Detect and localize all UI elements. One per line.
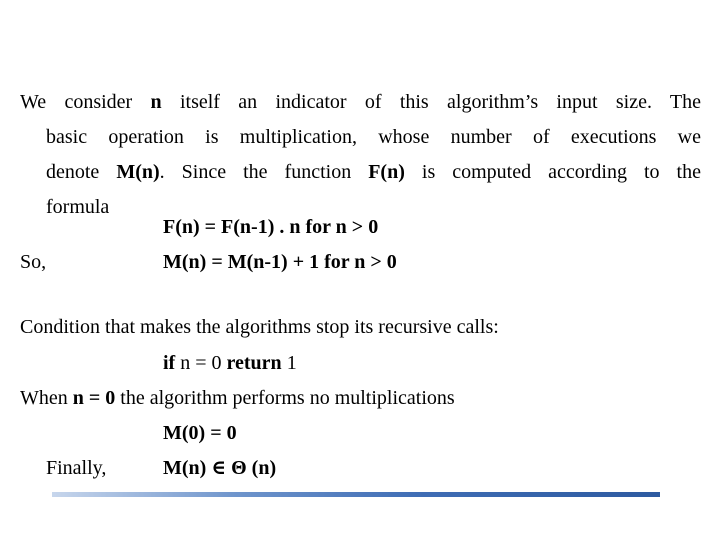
- paragraph-line-4: formula: [46, 196, 110, 218]
- so-label: So,: [20, 251, 47, 273]
- condition-n-zero: n = 0: [72, 387, 116, 409]
- text-segment: is computed according to the: [404, 161, 701, 183]
- paragraph-line-2: basic operation is multiplication, whose number of executions we: [46, 126, 701, 148]
- when-statement: [20, 386, 455, 411]
- result-formula: M(n) ∈ Θ (n): [163, 457, 277, 479]
- base-case-formula: M(0) = 0: [163, 422, 237, 444]
- condition-text: Condition that makes the algorithms stop its recursive calls:: [20, 316, 499, 338]
- divider-bar: [52, 492, 660, 497]
- finally-label: Finally,: [46, 457, 107, 479]
- keyword-if: if: [163, 352, 176, 374]
- paragraph-line-3: [20, 160, 701, 195]
- text-segment: When: [20, 387, 73, 409]
- base-case-code: [163, 351, 297, 376]
- paragraph-line-1: [20, 90, 701, 125]
- text-segment: . Since the function: [159, 161, 369, 183]
- function-f-n: F(n): [368, 161, 405, 183]
- variable-n: n: [150, 91, 162, 113]
- formula-m-recurrence: M(n) = M(n-1) + 1 for n > 0: [163, 251, 397, 273]
- code-condition: n = 0: [175, 352, 227, 374]
- keyword-return: return: [226, 352, 282, 374]
- formula-f-recurrence: F(n) = F(n-1) . n for n > 0: [163, 216, 379, 238]
- text-segment: denote: [46, 161, 117, 183]
- code-return-value: 1: [281, 352, 297, 374]
- text-segment: We consider: [20, 91, 151, 113]
- function-m-n: M(n): [116, 161, 160, 183]
- text-paragraph: [20, 90, 701, 230]
- text-segment: the algorithm performs no multiplications: [115, 387, 455, 409]
- text-segment: itself an indicator of this algorithm’s input size. The: [161, 91, 701, 113]
